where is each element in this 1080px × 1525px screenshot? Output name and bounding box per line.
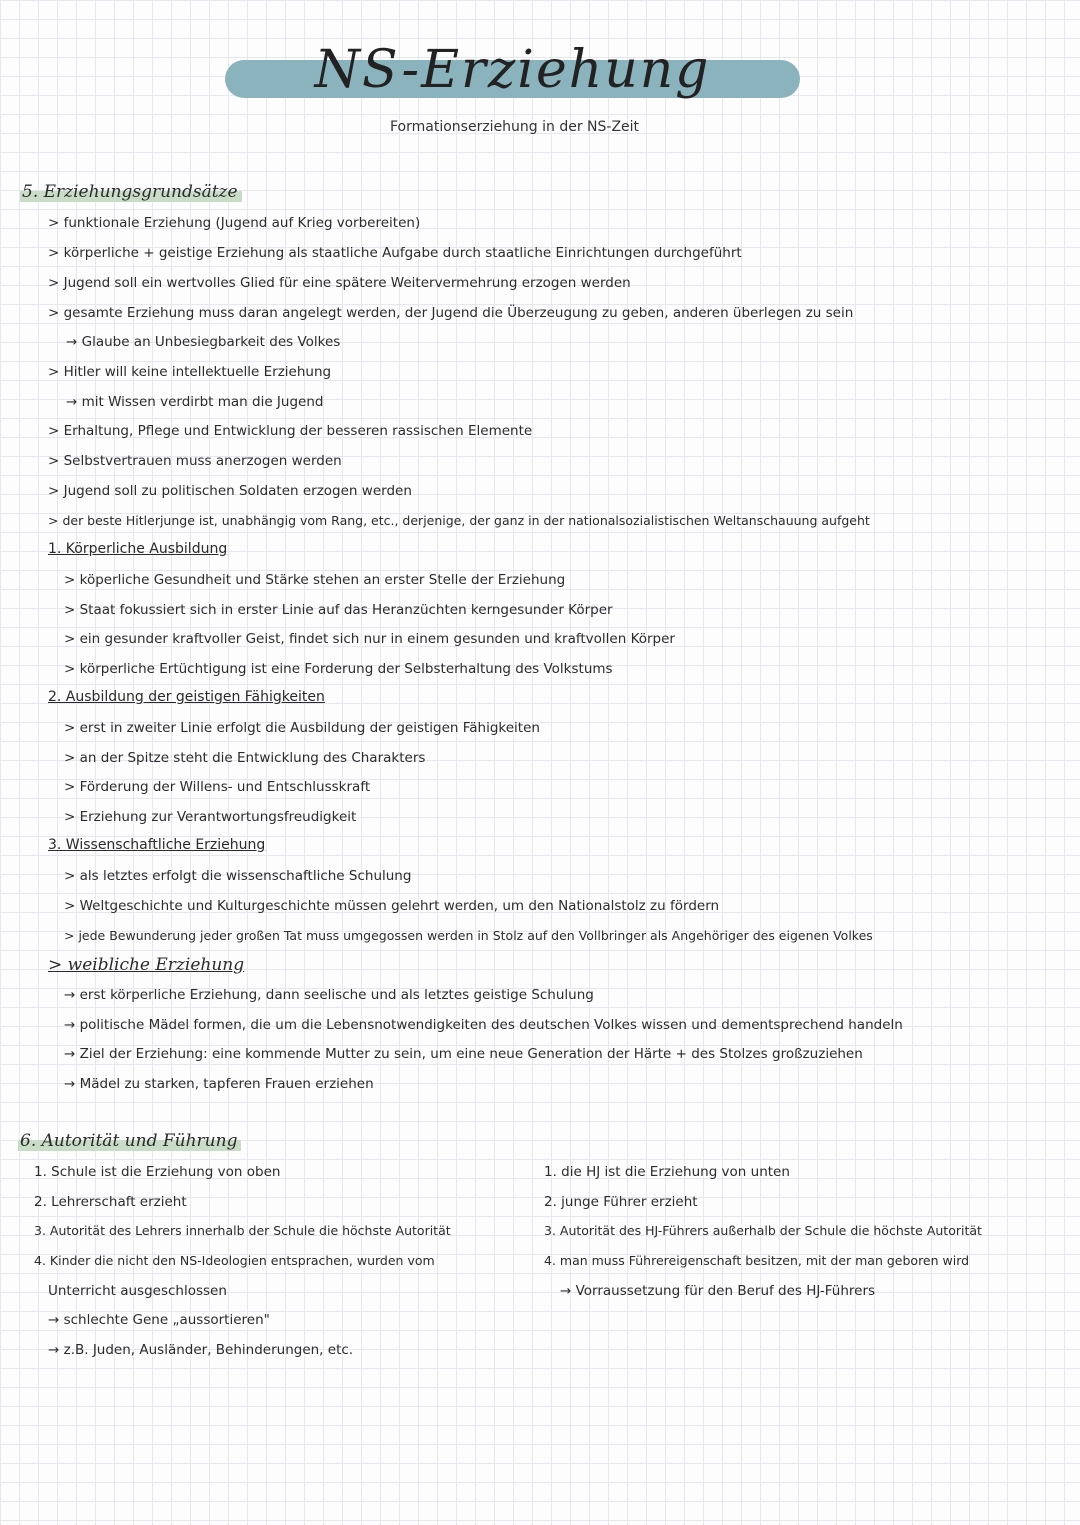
female-education-line: → Ziel der Erziehung: eine kommende Mutter zu sein, um eine neue Generation der Härte + des Stolzes großzuziehen bbox=[64, 1046, 863, 1062]
female-education-line: → politische Mädel formen, die um die Lebensnotwendigkeiten des deutschen Volkes wissen und dementsprechend handeln bbox=[64, 1017, 903, 1033]
section-5-line: > funktionale Erziehung (Jugend auf Krieg vorbereiten) bbox=[48, 215, 421, 231]
section-5-line: → Glaube an Unbesiegbarkeit des Volkes bbox=[66, 334, 341, 350]
female-education-line: → Mädel zu starken, tapferen Frauen erziehen bbox=[64, 1076, 374, 1092]
section-5-line: > gesamte Erziehung muss daran angelegt werden, der Jugend die Überzeugung zu geben, anderen überlegen zu sein bbox=[48, 305, 854, 321]
subsection-3-line: > Weltgeschichte und Kulturgeschichte müssen gelehrt werden, um den Nationalstolz zu fördern bbox=[64, 898, 720, 914]
title-banner bbox=[225, 40, 800, 100]
section-5-line: > der beste Hitlerjunge ist, unabhängig vom Rang, etc., derjenige, der ganz in der nationalsozialistischen Weltanschauung aufgeht bbox=[48, 513, 870, 528]
section-6-heading: 6. Autorität und Führung bbox=[18, 1131, 241, 1151]
subsection-3-line: > als letztes erfolgt die wissenschaftliche Schulung bbox=[64, 868, 412, 884]
section-5-line: → mit Wissen verdirbt man die Jugend bbox=[66, 394, 324, 410]
subsection-2-heading: 2. Ausbildung der geistigen Fähigkeiten bbox=[48, 689, 325, 705]
section-5-line: > Selbstvertrauen muss anerzogen werden bbox=[48, 453, 342, 469]
subsection-1-line: > körperliche Ertüchtigung ist eine Forderung der Selbsterhaltung des Volkstums bbox=[64, 661, 613, 677]
subsection-2-line: > erst in zweiter Linie erfolgt die Ausbildung der geistigen Fähigkeiten bbox=[64, 720, 540, 736]
subsection-3-heading: 3. Wissenschaftliche Erziehung bbox=[48, 837, 266, 853]
female-education-line: → erst körperliche Erziehung, dann seelische und als letztes geistige Schulung bbox=[64, 987, 594, 1003]
school-column-line: 3. Autorität des Lehrers innerhalb der Schule die höchste Autorität bbox=[34, 1223, 451, 1238]
subsection-1-line: > ein gesunder kraftvoller Geist, findet sich nur in einem gesunden und kraftvollen Körper bbox=[64, 631, 675, 647]
page-title: NS-Erziehung bbox=[314, 40, 711, 100]
subsection-2-line: > Förderung der Willens- und Entschlusskraft bbox=[64, 779, 371, 795]
school-column-line: 1. Schule ist die Erziehung von oben bbox=[34, 1164, 281, 1180]
school-column-line: → z.B. Juden, Ausländer, Behinderungen, etc. bbox=[48, 1342, 354, 1358]
hj-column-line: 3. Autorität des HJ-Führers außerhalb der Schule die höchste Autorität bbox=[544, 1223, 982, 1238]
subsection-2-line: > an der Spitze steht die Entwicklung des Charakters bbox=[64, 750, 426, 766]
subsection-3-line: > jede Bewunderung jeder großen Tat muss umgegossen werden in Stolz auf den Vollbringer als Angehöriger des eigenen Volkes bbox=[64, 928, 873, 943]
section-5-line: > körperliche + geistige Erziehung als staatliche Aufgabe durch staatliche Einrichtungen durchgeführt bbox=[48, 245, 742, 261]
school-column-line: → schlechte Gene „aussortieren" bbox=[48, 1312, 270, 1328]
hj-column-line: 4. man muss Führereigenschaft besitzen, mit der man geboren wird bbox=[544, 1253, 970, 1268]
subsection-1-heading: 1. Körperliche Ausbildung bbox=[48, 541, 228, 557]
section-5-line: > Jugend soll ein wertvolles Glied für eine spätere Weitervermehrung erzogen werden bbox=[48, 275, 631, 291]
subsection-1-line: > köperliche Gesundheit und Stärke stehen an erster Stelle der Erziehung bbox=[64, 572, 566, 588]
section-5-line: > Hitler will keine intellektuelle Erziehung bbox=[48, 364, 332, 380]
page-subtitle: Formationserziehung in der NS-Zeit bbox=[390, 119, 640, 135]
school-column-line: 4. Kinder die nicht den NS-Ideologien entsprachen, wurden vom bbox=[34, 1253, 435, 1268]
section-5-heading: 5. Erziehungsgrundsätze bbox=[20, 182, 242, 202]
female-education-heading: > weibliche Erziehung bbox=[48, 955, 245, 975]
school-column-line: Unterricht ausgeschlossen bbox=[48, 1283, 227, 1299]
subsection-1-line: > Staat fokussiert sich in erster Linie auf das Heranzüchten kerngesunder Körper bbox=[64, 602, 613, 618]
school-column-line: 2. Lehrerschaft erzieht bbox=[34, 1194, 187, 1210]
hj-column-line: 1. die HJ ist die Erziehung von unten bbox=[544, 1164, 790, 1180]
hj-column-line: 2. junge Führer erzieht bbox=[544, 1194, 698, 1210]
hj-column-line: → Vorraussetzung für den Beruf des HJ-Führers bbox=[560, 1283, 876, 1299]
section-5-line: > Jugend soll zu politischen Soldaten erzogen werden bbox=[48, 483, 412, 499]
subsection-2-line: > Erziehung zur Verantwortungsfreudigkeit bbox=[64, 809, 357, 825]
section-5-line: > Erhaltung, Pflege und Entwicklung der besseren rassischen Elemente bbox=[48, 423, 533, 439]
